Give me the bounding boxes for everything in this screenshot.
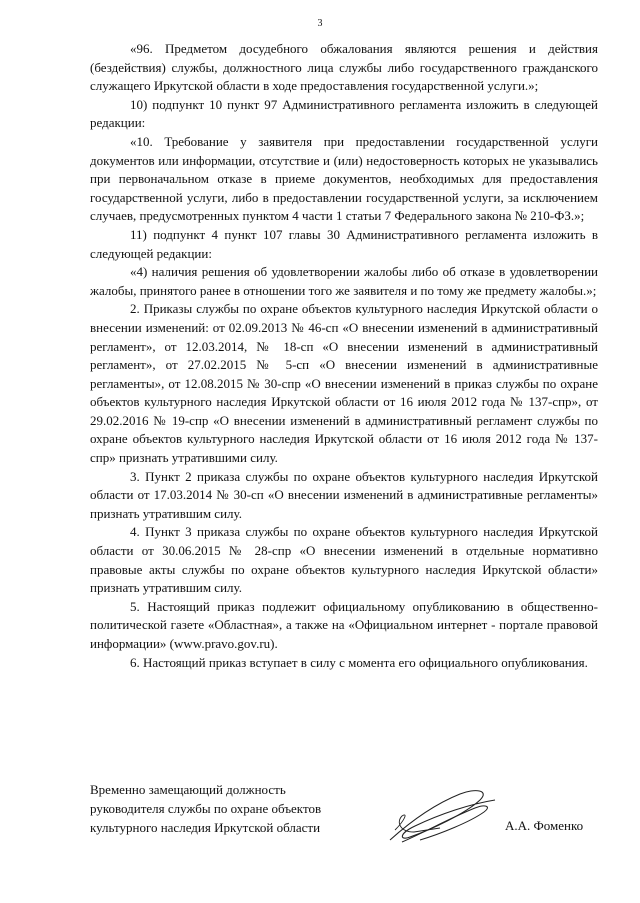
paragraph: 10) подпункт 10 пункт 97 Административного регламента изложить в следующей редакции: [90,96,598,131]
signatory-title-line: Временно замещающий должность [90,782,286,797]
handwritten-signature [380,782,510,852]
document-body [90,40,598,672]
paragraph: 2. Приказы службы по охране объектов культурного наследия Иркутской области о внесении изменений: от 02.09.2013 № 46-сп «О внесении изменений в административный регламент», от 12.03.2014, № 18-сп «О внесении изменений в административный регламент», от 27.02.2015 № 5-сп «О внесении изменений в административные регламенты», от 12.08.2015 № 30-спр «О внесении изменений в приказ службы по охране объектов культурного наследия Иркутской области от 16 июля 2012 года № 137-спр», от 29.02.2016 № 19-спр «О внесении изменений в административный регламент службы по охране объектов культурного наследия Иркутской области от 16 июля 2012 года № 137-спр» признать утратившими силу. [90,301,598,466]
signatory-title-line: руководителя службы по охране объектов [90,801,322,816]
signatory-name: А.А. Фоменко [505,818,584,833]
paragraph: «10. Требование у заявителя при предоставлении государственной услуги документов или информации, отсутствие и (или) недостоверность которых не указывались при первоначальном отказе в приеме документов, необходимых для предоставления государственной услуги, либо в предоставлении государственной услуги, за исключением случаев, предусмотренных пунктом 4 части 1 статьи 7 Федерального закона № 210-ФЗ.»; [90,133,598,224]
paragraph: 3. Пункт 2 приказа службы по охране объектов культурного наследия Иркутской области от 17.03.2014 № 30-сп «О внесении изменений в административные регламенты» признать утратившим силу. [90,468,598,521]
paragraph: «96. Предметом досудебного обжалования являются решения и действия (бездействия) службы, должностного лица службы либо государственного гражданского служащего Иркутской области в ходе предоставления государственной услуги.»; [90,41,598,94]
signatory-title-line: культурного наследия Иркутской области [90,820,321,835]
paragraph: 4. Пункт 3 приказа службы по охране объектов культурного наследия Иркутской области от 30.06.2015 № 28-спр «О внесении изменений в отдельные нормативно правовые акты службы по охране объектов культурного наследия Иркутской области» признать утратившим силу. [90,524,598,596]
paragraph: 5. Настоящий приказ подлежит официальному опубликованию в общественно-политической газете «Областная», а также на «Официальном интернет - портале правовой информации» (www.pravo.gov.ru). [90,598,598,651]
page-number: 3 [317,18,323,29]
paragraph: 6. Настоящий приказ вступает в силу с момента его официального опубликования. [130,654,588,670]
paragraph: 11) подпункт 4 пункт 107 главы 30 Административного регламента изложить в следующей редакции: [90,226,598,261]
paragraph: «4) наличия решения об удовлетворении жалобы либо об отказе в удовлетворении жалобы, принятого ранее в отношении того же заявителя и по тому же предмету жалобы.»; [90,264,598,298]
signatory-title [90,780,350,837]
